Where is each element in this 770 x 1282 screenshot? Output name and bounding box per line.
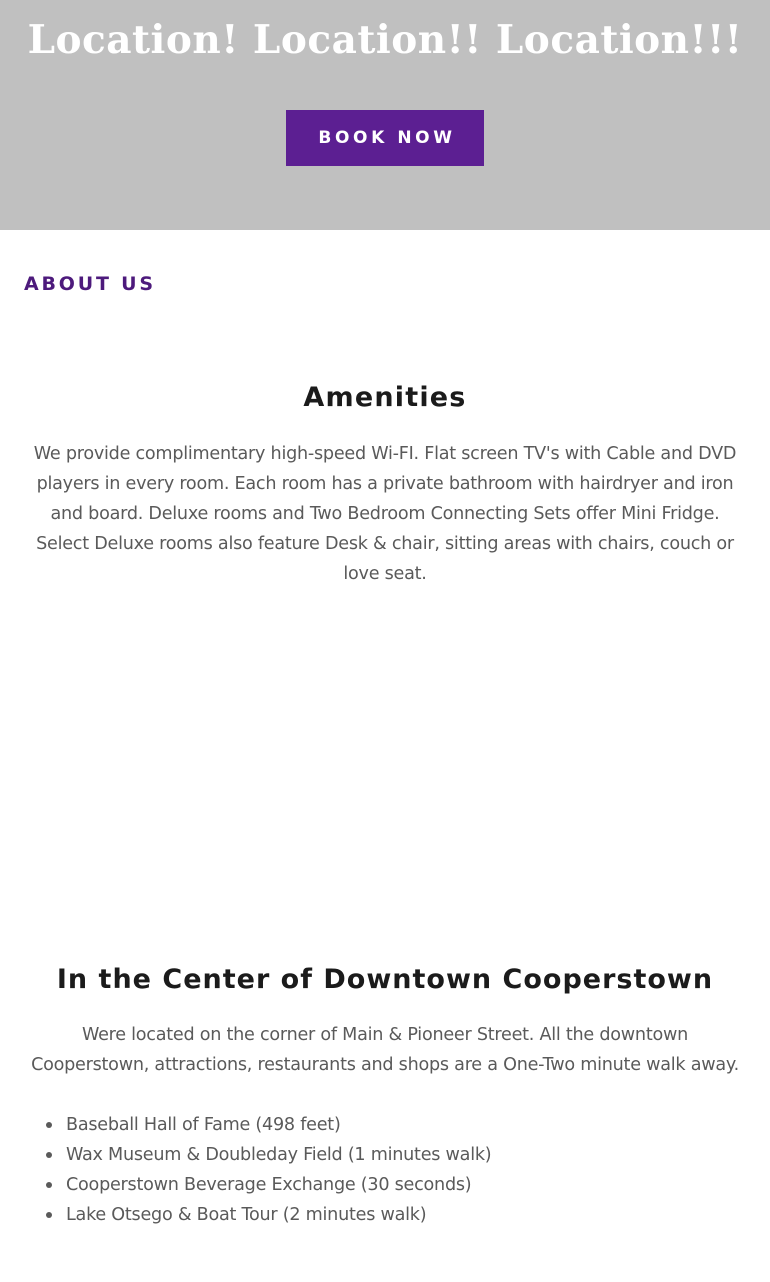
points-of-interest-list (66, 1110, 491, 1230)
list-item (66, 1140, 491, 1170)
bullet-icon (46, 1212, 52, 1218)
list-item-label: Lake Otsego & Boat Tour (2 minutes walk) (66, 1205, 427, 1225)
list-item (66, 1110, 491, 1140)
list-item (66, 1200, 491, 1230)
list-item-label: Wax Museum & Doubleday Field (1 minutes walk) (66, 1145, 492, 1165)
amenities-title: Amenities (303, 382, 467, 413)
list-item-label: Cooperstown Beverage Exchange (30 seconds) (66, 1175, 472, 1195)
amenities-description: We provide complimentary high-speed Wi-FI. Flat screen TV's with Cable and DVD players in every room. Each room has a private bathroom with hairdryer and iron and board. Deluxe rooms and Two Bedroom Connecting Sets offer Mini Fridge. Select Deluxe rooms also feature Desk & chair, sitting areas with chairs, couch or love seat. (33, 444, 737, 584)
hero-banner (0, 0, 770, 230)
list-item (66, 1170, 491, 1200)
bullet-icon (46, 1152, 52, 1158)
book-now-button[interactable]: BOOK NOW (286, 110, 484, 166)
bullet-icon (46, 1122, 52, 1128)
about-us-heading: ABOUT US (24, 273, 156, 295)
downtown-description: Were located on the corner of Main & Pioneer Street. All the downtown Cooperstown, attractions, restaurants and shops are a One-Two minute walk away. (31, 1025, 739, 1075)
list-item-label: Baseball Hall of Fame (498 feet) (66, 1115, 341, 1135)
downtown-title: In the Center of Downtown Cooperstown (56, 964, 714, 995)
hero-title: Location! Location!! Location!!! (27, 17, 743, 63)
bullet-icon (46, 1182, 52, 1188)
